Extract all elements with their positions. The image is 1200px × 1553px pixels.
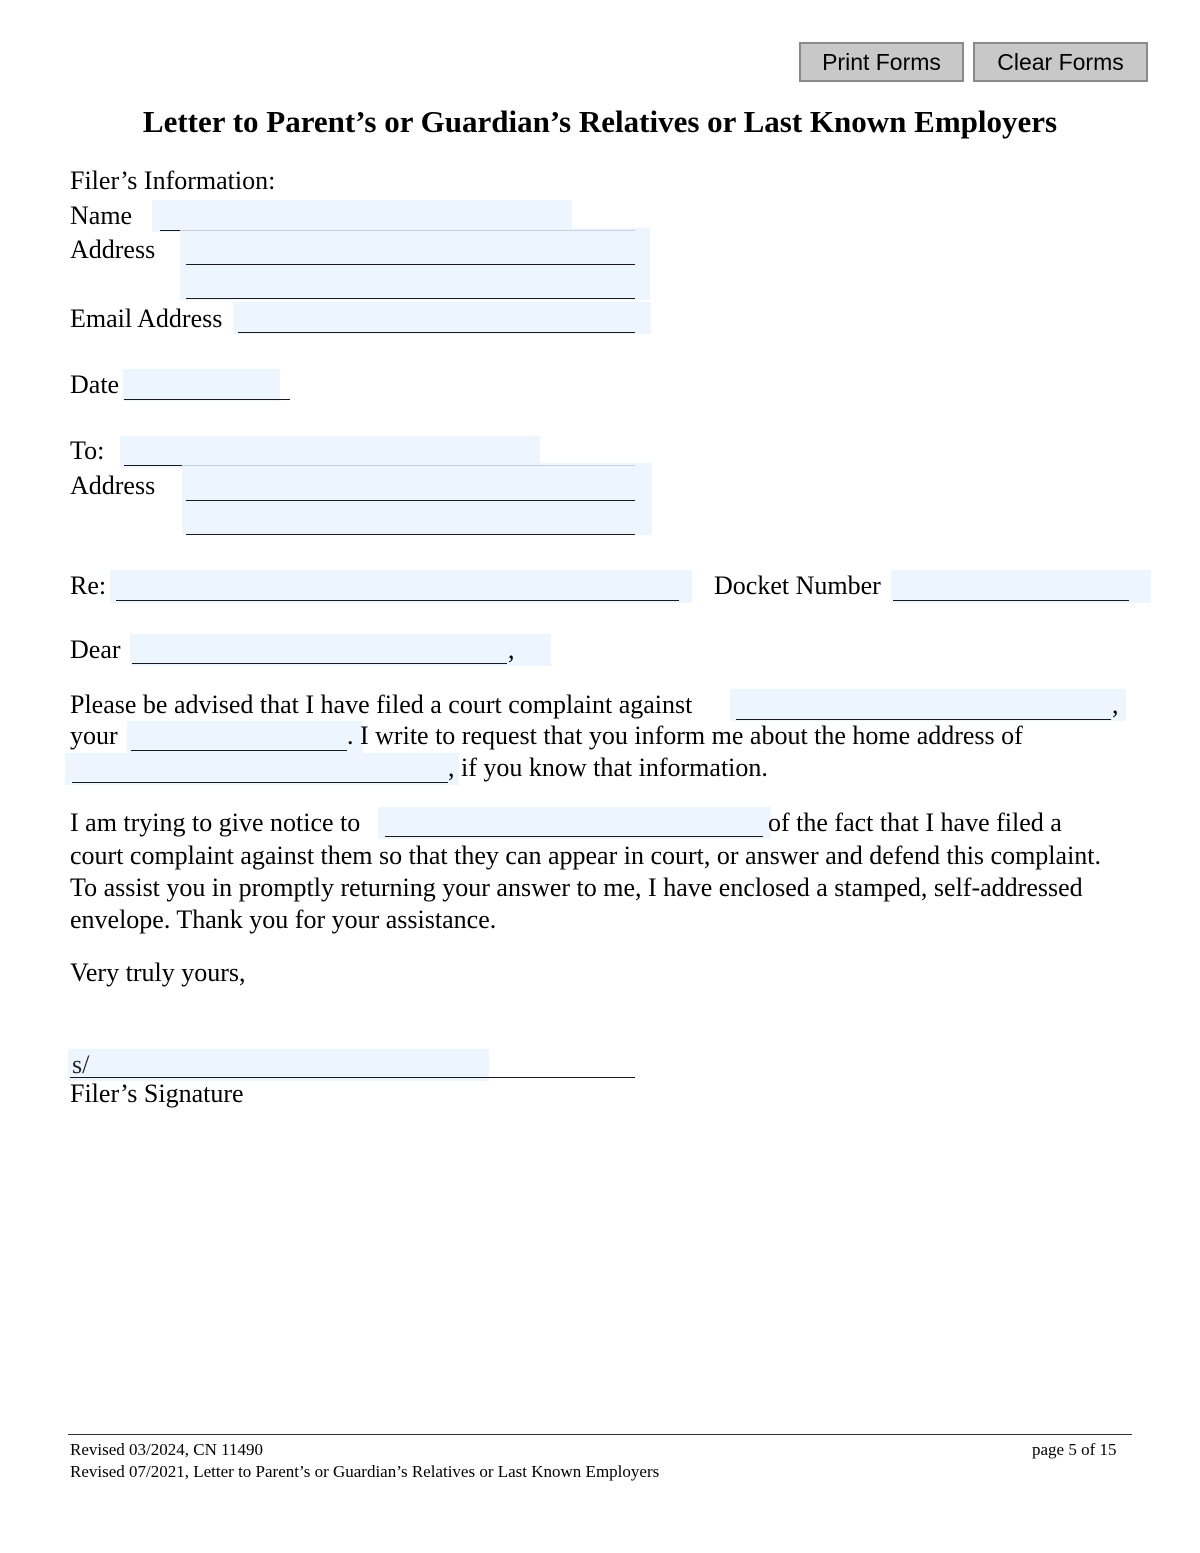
filer-info-heading: Filer’s Information: xyxy=(70,166,276,195)
paragraph1-line2: . I write to request that you inform me about the home address of xyxy=(347,721,1023,750)
dear-field[interactable] xyxy=(130,634,551,666)
paragraph1-line1: Please be advised that I have filed a court complaint against xyxy=(70,690,693,719)
signature-prefix: s/ xyxy=(72,1050,90,1079)
re-underline xyxy=(116,600,679,601)
docket-underline xyxy=(893,600,1129,601)
address-label: Address xyxy=(70,235,156,264)
docket-number-field[interactable] xyxy=(891,570,1151,603)
paragraph2-line1: I am trying to give notice to xyxy=(70,808,361,837)
paragraph1-your: your xyxy=(70,721,118,750)
to-address-underline-1 xyxy=(186,500,635,501)
defendant-comma: , xyxy=(1112,690,1119,719)
address-underline-2 xyxy=(186,298,635,299)
re-label: Re: xyxy=(70,571,107,600)
to-address-label: Address xyxy=(70,471,156,500)
relationship-field[interactable] xyxy=(127,721,363,753)
name-label: Name xyxy=(70,201,133,230)
email-field[interactable] xyxy=(233,302,651,334)
signature-label: Filer’s Signature xyxy=(70,1079,244,1108)
defendant-underline xyxy=(736,719,1111,720)
date-label: Date xyxy=(70,370,120,399)
clear-forms-button[interactable]: Clear Forms xyxy=(973,42,1148,82)
email-label: Email Address xyxy=(70,304,223,333)
dear-comma: , xyxy=(508,635,515,664)
to-label: To: xyxy=(70,436,105,465)
relationship-underline xyxy=(131,750,347,751)
closing: Very truly yours, xyxy=(70,958,246,987)
date-field[interactable] xyxy=(123,369,280,401)
page-title: Letter to Parent’s or Guardian’s Relatives or Last Known Employers xyxy=(142,104,1058,139)
person-name-underline xyxy=(72,782,448,783)
footer-revision: Revised 03/2024, CN 11490 xyxy=(70,1440,263,1459)
to-address-underline-2 xyxy=(186,534,635,535)
person-name-field[interactable] xyxy=(65,753,459,785)
footer-form-title: Revised 07/2021, Letter to Parent’s or Guardian’s Relatives or Last Known Employers xyxy=(70,1462,660,1481)
paragraph1-line3: , if you know that information. xyxy=(448,753,768,782)
paragraph2-line1-end: of the fact that I have filed a xyxy=(768,808,1062,837)
footer-page-number: page 5 of 15 xyxy=(1032,1440,1117,1459)
print-forms-button[interactable]: Print Forms xyxy=(799,42,964,82)
date-underline xyxy=(124,399,290,400)
defendant-field[interactable] xyxy=(730,689,1126,721)
to-address-field[interactable] xyxy=(182,463,652,535)
address-underline-1 xyxy=(186,264,635,265)
notice-recipient-underline xyxy=(385,836,763,837)
paragraph2-body: court complaint against them so that they can appear in court, or answer and defend this complaint. To assist you in promptly returning your answer to me, I have enclosed a stamped, self-addressed envelope. Thank you for your assistance. xyxy=(70,841,1102,934)
re-field[interactable] xyxy=(110,570,692,603)
dear-underline xyxy=(132,663,507,664)
notice-recipient-field[interactable] xyxy=(378,807,771,839)
dear-label: Dear xyxy=(70,635,121,664)
docket-number-label: Docket Number xyxy=(714,571,881,600)
email-underline xyxy=(238,332,635,333)
footer-divider xyxy=(68,1434,1132,1435)
signature-underline xyxy=(70,1077,635,1078)
